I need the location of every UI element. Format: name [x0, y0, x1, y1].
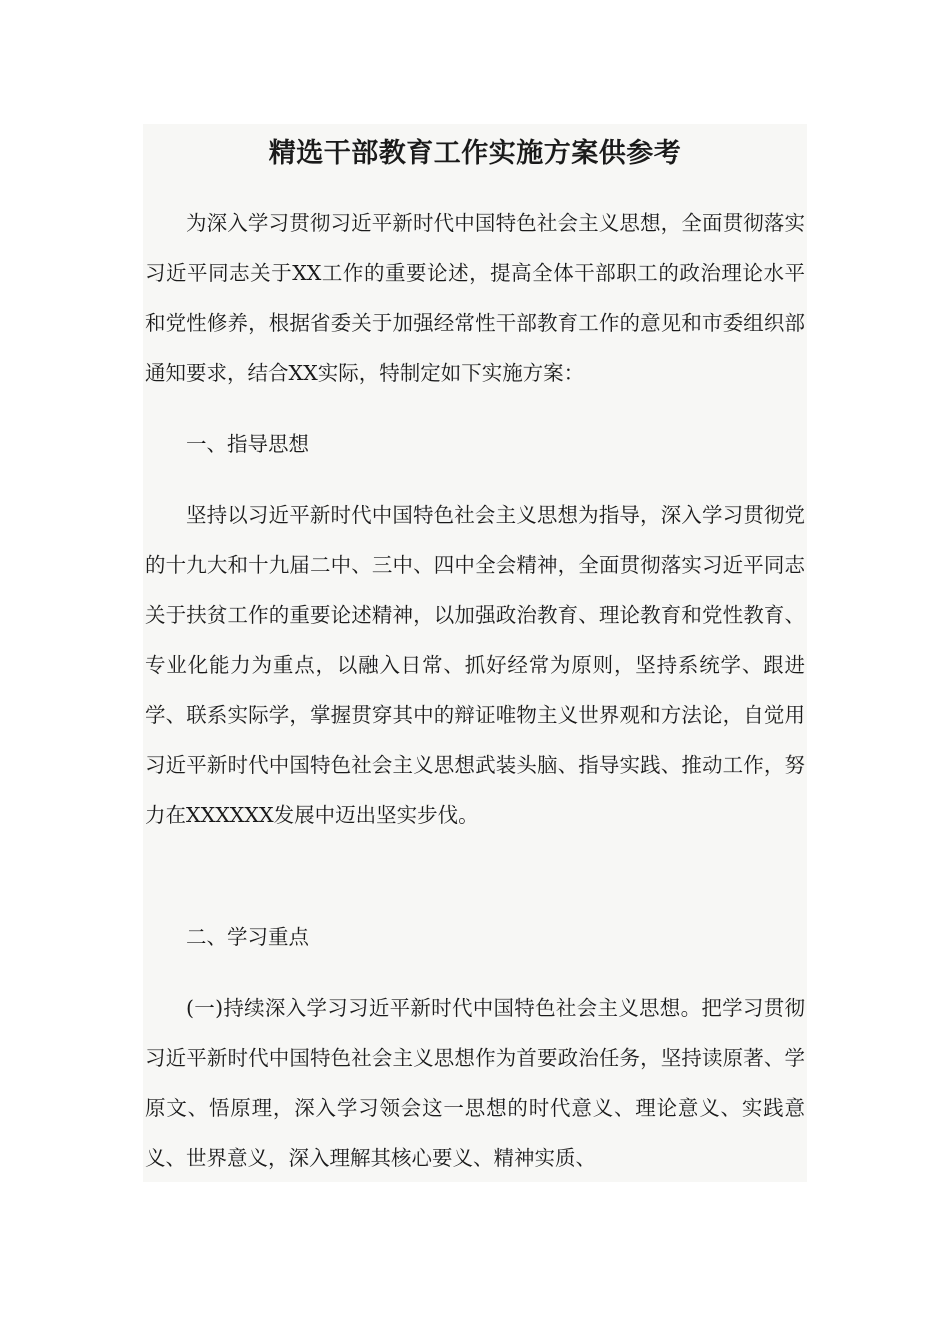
section-heading-study-focus: 二、学习重点: [186, 925, 309, 949]
guiding-ideology-paragraph: 坚持以习近平新时代中国特色社会主义思想为指导，深入学习贯彻党的十九大和十九届二中、三中、四中全会精神，全面贯彻落实习近平同志关于扶贫工作的重要论述精神，以加强政治教育、理论教育和党性教育、专业化能力为重点，以融入日常、抓好经常为原则，坚持系统学、跟进学、联系实际学，掌握贯穿其中的辩证唯物主义世界观和方法论，自觉用习近平新时代中国特色社会主义思想武装头脑、指导实践、推动工作，努力在XXXXXX发展中迈出坚实步伐。: [145, 503, 805, 827]
study-focus-paragraph: (一)持续深入学习习近平新时代中国特色社会主义思想。把学习贯彻习近平新时代中国特色社会主义思想作为首要政治任务，坚持读原著、学原文、悟原理，深入学习领会这一思想的时代意义、理论意义、实践意义、世界意义，深入理解其核心要义、精神实质、: [145, 996, 805, 1170]
document-title: 精选干部教育工作实施方案供参考: [268, 138, 682, 169]
section-heading-guiding-ideology: 一、指导思想: [186, 432, 309, 456]
intro-paragraph: 为深入学习贯彻习近平新时代中国特色社会主义思想，全面贯彻落实习近平同志关于XX工作的重要论述，提高全体干部职工的政治理论水平和党性修养，根据省委关于加强经常性干部教育工作的意见和市委组织部通知要求，结合XX实际，特制定如下实施方案：: [145, 211, 805, 385]
